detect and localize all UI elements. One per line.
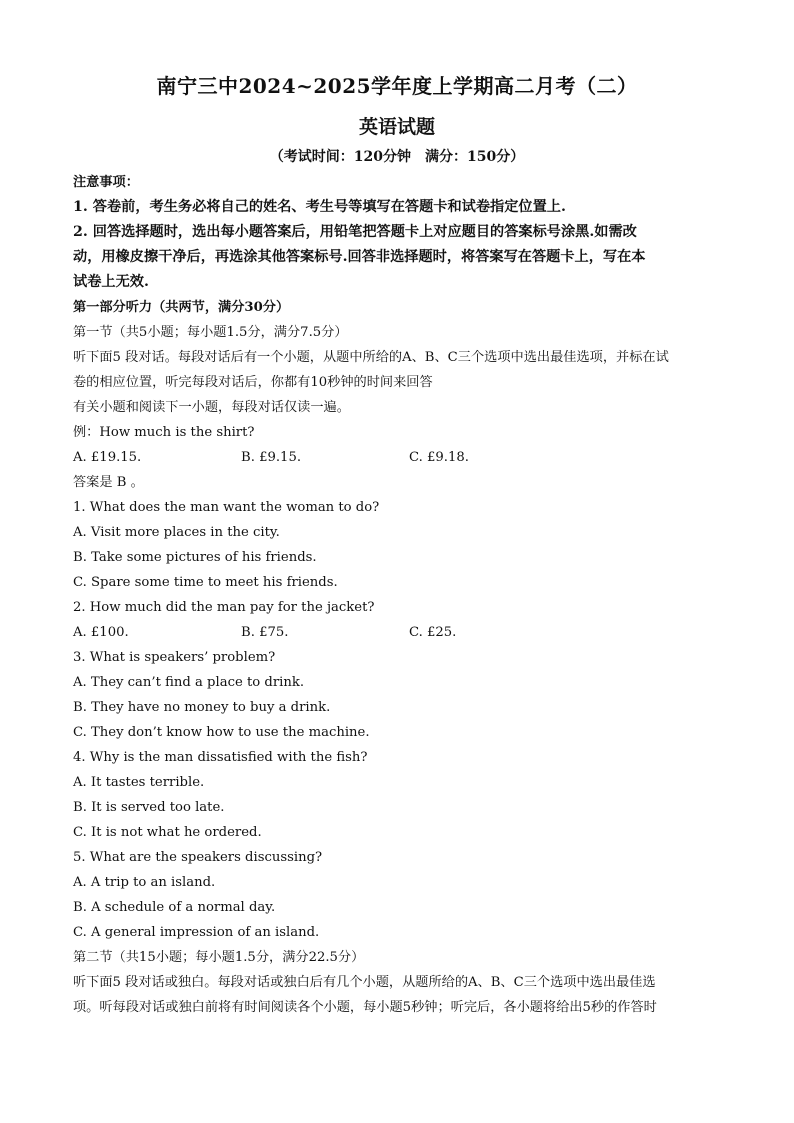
exam-body	[73, 170, 723, 1020]
notice-item-2-line-3: 试卷上无效.	[73, 274, 149, 290]
notice-item-1: 1. 答卷前，考生务必将自己的姓名、考生号等填写在答题卡和试卷指定位置上.	[73, 199, 566, 215]
question-5-option-a: A. A trip to an island.	[73, 875, 216, 890]
part1-heading: 第一部分听力（共两节，满分30分）	[73, 300, 290, 315]
example-option-a: A. £19.15.	[73, 450, 142, 465]
question-5-option-c: C. A general impression of an island.	[73, 925, 320, 940]
example-question: 例：How much is the shirt?	[73, 425, 255, 440]
question-5-option-b: B. A schedule of a normal day.	[73, 900, 276, 915]
section1-heading: 第一节（共5小题；每小题1.5分，满分7.5分）	[73, 325, 348, 340]
example-option-b: B. £9.15.	[241, 450, 302, 465]
question-2: 2. How much did the man pay for the jacket?	[73, 600, 375, 615]
section2-heading: 第二节（共15小题；每小题1.5分，满分22.5分）	[73, 950, 365, 965]
question-3-option-c: C. They don’t know how to use the machine.	[73, 725, 370, 740]
question-4: 4. Why is the man dissatisfied with the fish?	[73, 750, 368, 765]
section2-instructions-line-1: 听下面5 段对话或独白。每段对话或独白后有几个小题，从题所给的A、B、C三个选项中选出最佳选	[73, 975, 656, 990]
question-3-option-a: A. They can’t find a place to drink.	[73, 675, 305, 690]
question-2-option-b: B. £75.	[241, 625, 289, 640]
example-option-c: C. £9.18.	[409, 450, 469, 465]
section2-instructions-line-2: 项。听每段对话或独白前将有时间阅读各个小题，每小题5秒钟；听完后，各小题将给出5秒的作答时	[73, 1000, 657, 1015]
question-3: 3. What is speakers’ problem?	[73, 650, 276, 665]
question-2-option-c: C. £25.	[409, 625, 457, 640]
page-subtitle: 英语试题	[358, 116, 435, 138]
notice-item-2-line-2: 动，用橡皮擦干净后，再选涂其他答案标号.回答非选择题时，将答案写在答题卡上，写在本	[73, 249, 646, 265]
question-4-option-a: A. It tastes terrible.	[73, 775, 205, 790]
exam-info: （考试时间：120分钟 满分：150分）	[269, 149, 525, 165]
question-1-option-c: C. Spare some time to meet his friends.	[73, 575, 338, 590]
section1-instructions-line-1: 听下面5 段对话。每段对话后有一个小题，从题中所给的A、B、C三个选项中选出最佳选项，并标在试	[73, 350, 669, 365]
question-1: 1. What does the man want the woman to do?	[73, 500, 380, 515]
question-5: 5. What are the speakers discussing?	[73, 850, 323, 865]
section1-instructions-line-3: 有关小题和阅读下一小题，每段对话仅读一遍。	[73, 400, 350, 415]
question-2-option-a: A. £100.	[73, 625, 129, 640]
question-1-option-b: B. Take some pictures of his friends.	[73, 550, 317, 565]
question-1-option-a: A. Visit more places in the city.	[73, 525, 280, 540]
question-3-option-b: B. They have no money to buy a drink.	[73, 700, 331, 715]
section1-instructions-line-2: 卷的相应位置，听完每段对话后，你都有10秒钟的时间来回答	[73, 375, 433, 390]
notice-item-2-line-1: 2. 回答选择题时，选出每小题答案后，用铅笔把答题卡上对应题目的答案标号涂黑.如需改	[73, 224, 637, 240]
example-answer: 答案是 B 。	[73, 475, 144, 490]
question-4-option-c: C. It is not what he ordered.	[73, 825, 262, 840]
page-title: 南宁三中2024~2025学年度上学期高二月考（二）	[156, 74, 638, 98]
notice-heading: 注意事项：	[73, 175, 139, 190]
example-options	[73, 445, 723, 470]
question-4-option-b: B. It is served too late.	[73, 800, 225, 815]
question-2-options	[73, 620, 723, 645]
